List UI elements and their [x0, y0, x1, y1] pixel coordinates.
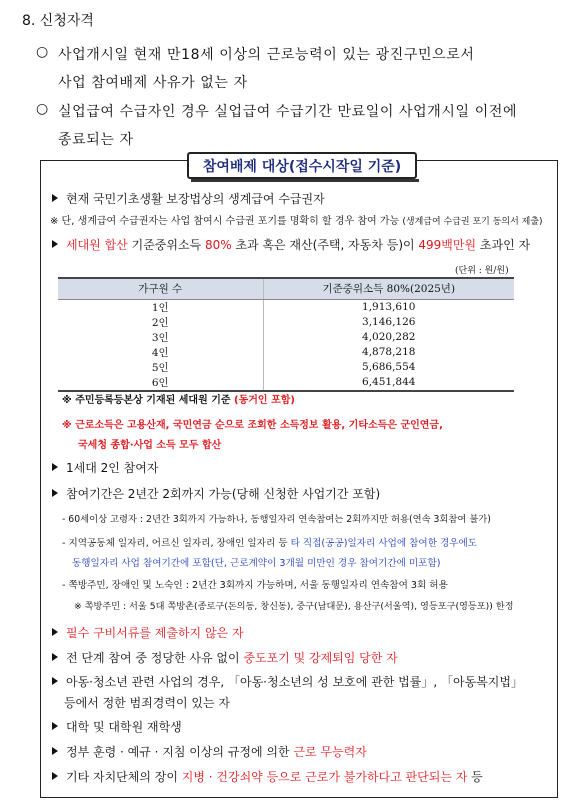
- triangle-bullet-icon: [52, 240, 58, 248]
- table-cell: 6인: [58, 375, 263, 391]
- table-row: [58, 299, 514, 315]
- table-cell: 3,146,126: [362, 316, 416, 328]
- criterion-2-line-1: 실업급여 수급자인 경우 실업급여 수급기간 만료일이 사업개시일 이전에: [58, 104, 518, 120]
- table-cell: 4인: [58, 345, 263, 360]
- circle-bullet-icon: ○: [36, 101, 49, 117]
- triangle-bullet-icon: [52, 772, 58, 780]
- sub-jjokbang-disabled-homeless: - 쪽방주민, 장애인 및 노숙인 : 2년간 3회까지 가능하며, 서울 동행일자리 연속참여 3회 허용: [62, 580, 448, 591]
- table-row: [58, 330, 514, 345]
- item-students: 대학 및 대학원 재학생: [52, 718, 182, 735]
- triangle-bullet-icon: [52, 489, 58, 497]
- table-cell: 4,878,218: [362, 346, 416, 358]
- sub-public-jobs-line-1: - 지역공동체 일자리, 어르신 일자리, 장애인 일자리 등 타 직접(공공)일자리 사업에 참여한 경우에도: [62, 538, 478, 549]
- note-income-sources-line-2: 국세청 종합·사업 소득 모두 합산: [78, 440, 222, 451]
- item-livelihood-recipient: 현재 국민기초생활 보장법상의 생계급여 수급권자: [52, 190, 325, 207]
- triangle-bullet-icon: [52, 194, 58, 202]
- sub-jjokbang-areas: ※ 쪽방주민 : 서울 5대 쪽방촌(종로구(돈의동, 창신동), 중구(남대문), 용산구(서울역), 영등포구(영등포)) 한정: [74, 601, 514, 612]
- item-participation-period: 참여기간은 2년간 2회까지 가능(당해 신청한 사업기간 포함): [52, 485, 380, 502]
- item-health-judgement: 기타 자치단체의 장이 지병 · 건강쇠약 등으로 근로가 불가하다고 판단되는 자 등: [52, 768, 483, 785]
- item-youth-criminal-line-1: 아동·청소년 관련 사업의 경우, 「아동·청소년의 성 보호에 관한 법률」, 「아동복지법」: [52, 673, 523, 690]
- table-row: [58, 360, 514, 375]
- table-cell: 4,020,282: [362, 331, 416, 343]
- income-table: [58, 277, 514, 392]
- table-header: 가구원 수: [58, 278, 263, 299]
- item-dropout: 전 단계 참여 중 정당한 사유 없이 중도포기 및 강제퇴임 당한 자: [52, 649, 398, 666]
- table-header: 기준중위소득 80%(2025년): [263, 278, 514, 299]
- triangle-bullet-icon: [52, 747, 58, 755]
- table-row: [58, 345, 514, 360]
- item-two-per-household: 1세대 2인 참여자: [52, 459, 158, 476]
- circle-bullet-icon: ○: [36, 44, 49, 60]
- table-row: [58, 315, 514, 330]
- criterion-1-line-2: 사업 참여배제 사유가 없는 자: [58, 75, 248, 91]
- table-cell: 5인: [58, 360, 263, 375]
- table-unit: (단위 : 원/원): [455, 266, 509, 276]
- note-income-sources-line-1: ※ 근로소득은 고용산재, 국민연금 순으로 조회한 소득정보 활용, 기타소득은 군인연금,: [62, 420, 443, 431]
- sub-elderly: - 60세이상 고령자 : 2년간 3회까지 가능하나, 동행일자리 연속참여는 2회까지만 허용(연속 3회참여 불가): [62, 514, 491, 525]
- triangle-bullet-icon: [52, 628, 58, 636]
- triangle-bullet-icon: [52, 677, 58, 685]
- exclusion-box-title: 참여배제 대상(접수시작일 기준): [187, 152, 417, 179]
- section-title: 8. 신청자격: [22, 13, 94, 29]
- criterion-2-line-2: 종료되는 자: [58, 132, 134, 148]
- note-waiver: ※ 단, 생계급여 수급권자는 사업 참여시 수급권 포기를 명확히 할 경우 참여 가능 (생계급여 수급권 포기 동의서 제출): [50, 216, 543, 227]
- table-cell: 3인: [58, 330, 263, 345]
- table-cell: 1인: [58, 299, 263, 315]
- table-cell: 2인: [58, 315, 263, 330]
- triangle-bullet-icon: [52, 463, 58, 471]
- triangle-bullet-icon: [52, 722, 58, 730]
- note-household-basis: ※ 주민등록등본상 기재된 세대원 기준 (동거인 포함): [62, 395, 295, 406]
- table-cell: 1,913,610: [362, 301, 416, 313]
- item-unable-to-work: 정부 훈령 · 예규 · 지침 이상의 규정에 의한 근로 무능력자: [52, 743, 367, 760]
- triangle-bullet-icon: [52, 653, 58, 661]
- table-row: [58, 375, 514, 391]
- item-missing-documents: 필수 구비서류를 제출하지 않은 자: [52, 624, 244, 641]
- criterion-1-line-1: 사업개시일 현재 만18세 이상의 근로능력이 있는 광진구민으로서: [58, 47, 475, 63]
- table-cell: 6,451,844: [263, 375, 514, 391]
- sub-public-jobs-line-2: 동행일자리 사업 참여기간에 포함(단, 근로계약이 3개월 미만인 경우 참여기간에 미포함): [72, 558, 441, 569]
- table-cell: 5,686,554: [362, 361, 416, 373]
- item-youth-criminal-line-2: 등에서 정한 범죄경력이 있는 자: [64, 696, 230, 710]
- item-income-threshold: 세대원 합산 기준중위소득 80% 초과 혹은 재산(주택, 자동차 등)이 499백만원 초과인 자: [52, 236, 530, 253]
